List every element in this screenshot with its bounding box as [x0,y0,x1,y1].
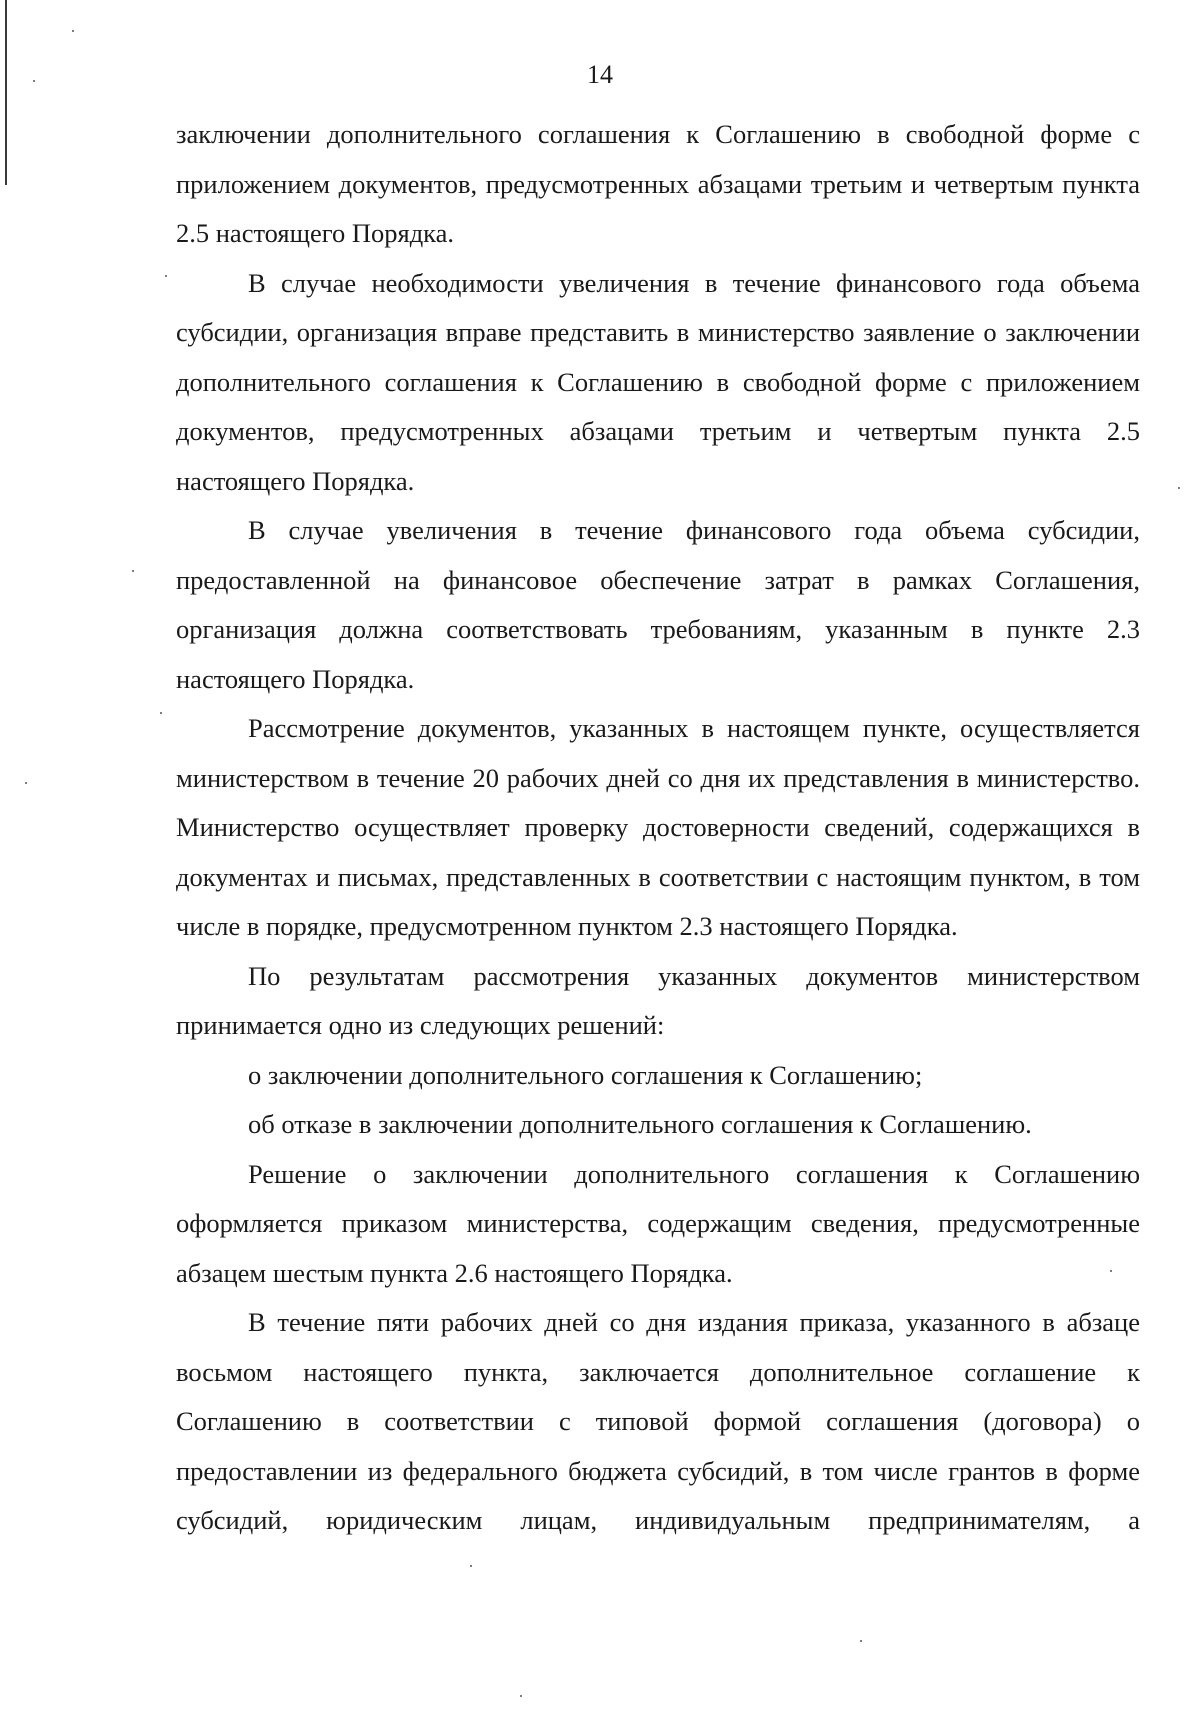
scan-speck [132,570,134,572]
paragraph-3: В случае увеличения в течение финансового года объема субсидии, предоставленной на финансовое обеспечение затрат в рамках Соглашения, организация должна соответствовать требованиям, указанным в пункте 2.3 настоящего Порядка. [176,515,1140,694]
scan-speck [1178,487,1180,489]
scan-speck [33,80,35,82]
paragraph-6: о заключении дополнительного соглашения к Соглашению; [248,1059,923,1090]
scan-speck [25,782,27,784]
scan-speck [860,1640,862,1642]
paragraph-2: В случае необходимости увеличения в течение финансового года объема субсидии, организация вправе представить в министерство заявление о заключении дополнительного соглашения к Соглашению в свободной форме с приложением документов, предусмотренных абзацами третьим и четвертым пункта 2.5 настоящего Порядка. [176,267,1140,496]
document-body [176,110,1140,1546]
scan-speck [470,1565,472,1567]
paragraph-7: об отказе в заключении дополнительного соглашения к Соглашению. [248,1109,1032,1139]
scan-speck [160,712,162,714]
paragraph-5: По результатам рассмотрения указанных документов министерством принимается одно из следующих решений: [176,960,1140,1040]
page-number: 14 [587,60,613,89]
scan-speck [165,275,167,277]
paragraph-8: Решение о заключении дополнительного соглашения к Соглашению оформляется приказом министерства, содержащим сведения, предусмотренные абзацем шестым пункта 2.6 настоящего Порядка. [176,1158,1140,1288]
scan-edge-line [5,0,7,185]
scan-speck [72,30,74,32]
paragraph-9: В течение пяти рабочих дней со дня издания приказа, указанного в абзаце восьмом настоящего пункта, заключается дополнительное соглашение к Соглашению в соответствии с типовой формой соглашения (договора) о предоставлении из федерального бюджета субсидий, в том числе грантов в форме субсидий, юридическим лицам, индивидуальным предпринимателям, а [176,1307,1140,1535]
scan-speck [1110,1270,1112,1272]
paragraph-4: Рассмотрение документов, указанных в настоящем пункте, осуществляется министерством в течение 20 рабочих дней со дня их представления в министерство. Министерство осуществляет проверку достоверности сведений, содержащихся в документах и письмах, представленных в соответствии с настоящим пунктом, в том числе в порядке, предусмотренном пунктом 2.3 настоящего Порядка. [176,713,1140,941]
scan-speck [520,1695,522,1697]
paragraph-1: заключении дополнительного соглашения к Соглашению в свободной форме с приложением документов, предусмотренных абзацами третьим и четвертым пункта 2.5 настоящего Порядка. [176,119,1140,248]
